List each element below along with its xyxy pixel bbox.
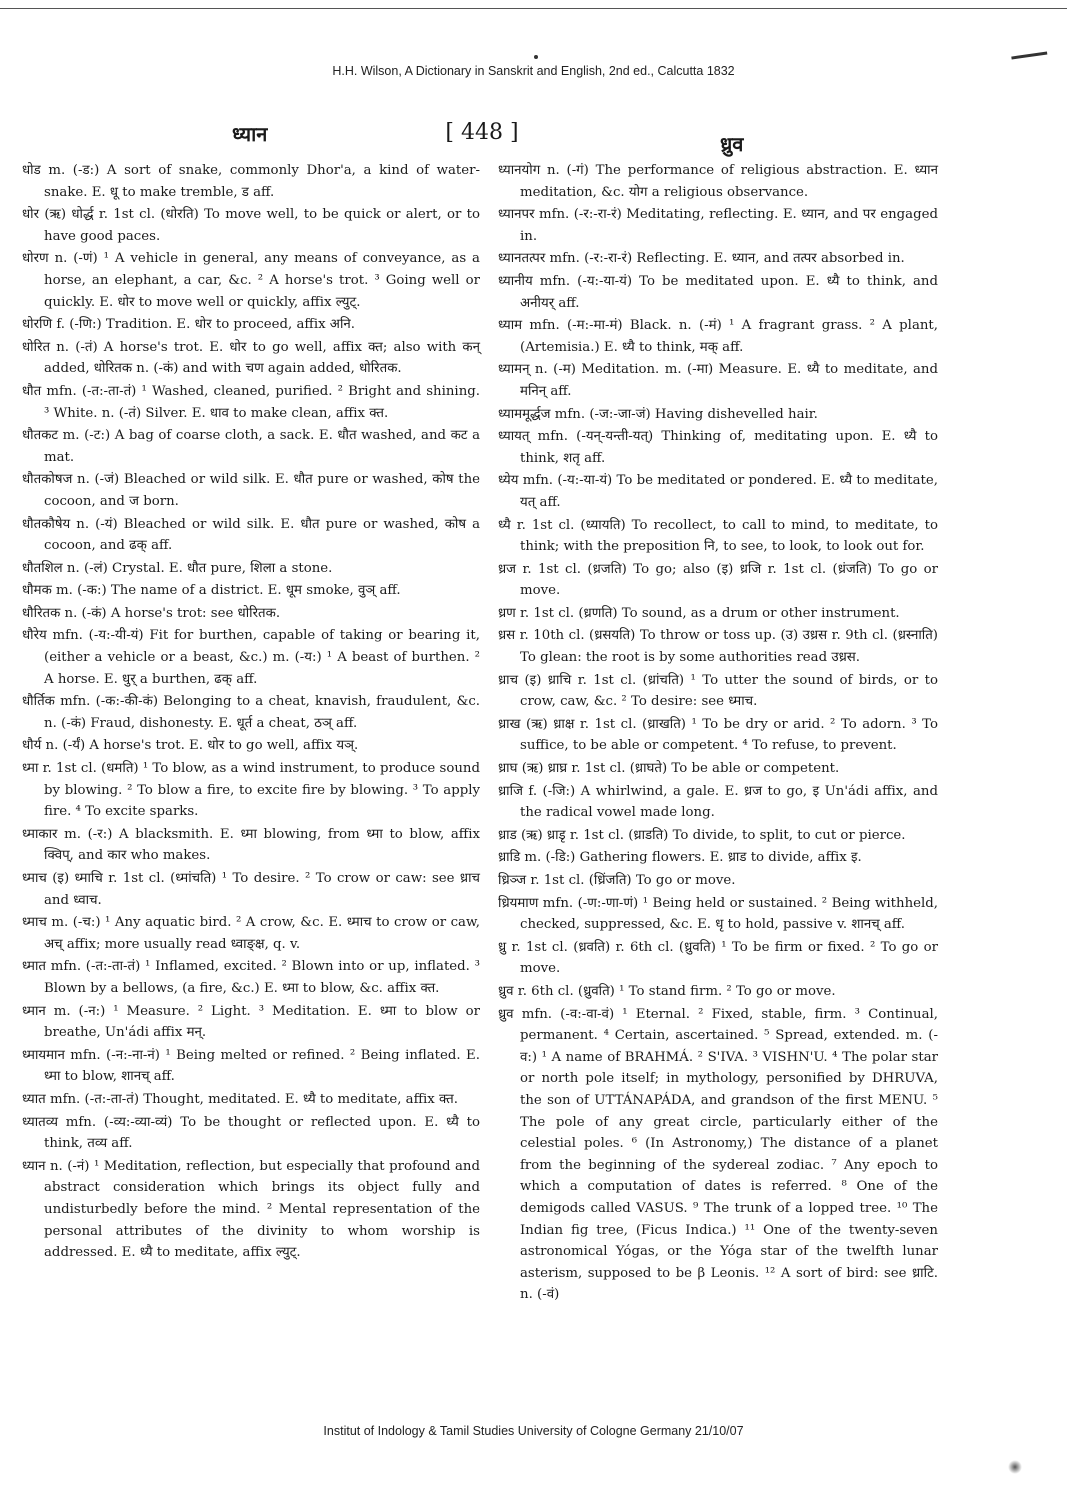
dictionary-entry: ध्यानतत्पर mfn. (-र:-रा-रं) Reflecting. E. ध्यान, and तत्पर absorbed in.	[498, 251, 905, 267]
dictionary-entry: ध्राच (इ) ध्राचि r. 1st cl. (ध्रांचति) ¹ To utter the sound of birds, or to crow, caw, &c. ² To desire: see ध्माच.	[498, 672, 938, 710]
dictionary-entry: धौतशिल n. (-लं) Crystal. E. धौत pure, शिला a stone.	[22, 560, 333, 576]
dictionary-entry: ध्माकार m. (-र:) A blacksmith. E. ध्मा blowing, from ध्मा to blow, affix क्विप्, and कार who makes.	[22, 826, 480, 864]
dictionary-entry: ध्येय mfn. (-य:-या-यं) To be meditated or pondered. E. ध्यै to meditate, यत् aff.	[498, 473, 938, 510]
top-rule	[0, 8, 1067, 9]
dictionary-entry: ध्राघ (ऋ) ध्राघ्र r. 1st cl. (ध्राघते) To be able or competent.	[498, 761, 840, 777]
source-header: H.H. Wilson, A Dictionary in Sanskrit and English, 2nd ed., Calcutta 1832	[332, 64, 735, 78]
dictionary-entry: ध्रुव r. 6th cl. (ध्रुवति) ¹ To stand firm. ² To go or move.	[498, 983, 836, 999]
dictionary-entry: धोरण n. (-णं) ¹ A vehicle in general, any means of conveyance, as a horse, an elephant, a car, &c. ² A horse's trot. ³ Going well or quickly. E. धोर to move well or quickly, affix ल्युट्.	[22, 251, 480, 310]
running-head-right: ध्रुव	[720, 132, 744, 156]
dictionary-entry: ध्याम mfn. (-म:-मा-मं) Black. n. (-मं) ¹ A fragrant grass. ² A plant, (Artemisia.) E. ध्यै to think, मक् aff.	[498, 318, 938, 355]
dictionary-entry: ध्रुव mfn. (-व:-वा-वं) ¹ Eternal. ² Fixed, stable, firm. ³ Continual, permanent. ⁴ Certain, ascertained. ⁵ Spread, extended. m. (-व:) ¹ A name of BRAHMÁ. ² S'IVA. ³ VISHN'U. ⁴ The polar star or north pole itself; in mythology, personified by DHRUVA, the son of UTTÁNAPÁDA, and grandson of the first MENU. ⁵ The pole of any great circle, particularly either of the celestial poles. ⁶ (In Astronomy,) The distance of a planet from the beginning of the sydereal zodiac. ⁷ Any epoch to which a computation of dates is referred. ⁸ One of the demigods called VASUS. ⁹ The trunk of a lopped tree. ¹⁰ The Indian fig tree, (Ficus Indica.) ¹¹ One of the twenty-seven astronomical Yógas, or the Yóga star of the twelfth lunar asterism, supposed to be β Leonis. ¹² A sort of bird: see ध्राटि. n. (-वं)	[498, 1006, 938, 1303]
page-number: [ 448 ]	[445, 120, 519, 145]
dictionary-entry: ध्यामन् n. (-म) Meditation. m. (-मा) Measure. E. ध्यै to meditate, and मनिन् aff.	[498, 362, 938, 399]
running-head-left: ध्यान	[232, 122, 268, 146]
dictionary-entry: धोड m. (-ड:) A sort of snake, commonly Dhor'a, a kind of water-snake. E. धू to make tremble, ड aff.	[22, 163, 480, 200]
dictionary-entry: ध्राख (ऋ) ध्राक्ष r. 1st cl. (ध्राखति) ¹ To be dry or arid. ² To adorn. ³ To suffice, to be able or competent. ⁴ To refuse, to prevent.	[498, 716, 938, 754]
dictionary-entry: ध्मात mfn. (-त:-ता-तं) ¹ Inflamed, excited. ² Blown into or up, inflated. ³ Blown by a bellows, (a fire, &c.) E. ध्मा to blow, &c. affix क्त.	[22, 959, 480, 996]
dictionary-entry: धौरेय mfn. (-य:-यी-यं) Fit for burthen, capable of taking or bearing it, (either a vehicle or a beast, &c.) m. (-य:) ¹ A beast of burthen. ² A horse. E. धुर् a burthen, ढक् aff.	[22, 628, 480, 687]
dictionary-entry: ध्रस r. 10th cl. (ध्रसयति) To throw or toss up. (उ) उध्रस r. 9th cl. (ध्रस्नाति) To glean: the root is by some authorities read उध्रस.	[498, 628, 938, 666]
dictionary-entry: धोरित n. (-तं) A horse's trot. E. धोर to go well, affix क्त; also with कन् added, धोरितक n. (-कं) and with चण again added, धोरितक.	[22, 339, 480, 377]
dictionary-entry: ध्रिञ्ज r. 1st cl. (ध्रिंजति) To go or move.	[498, 873, 736, 888]
dictionary-entry: ध्माच m. (-च:) ¹ Any aquatic bird. ² A crow, &c. E. ध्माच to crow or caw, अच् affix; more usually read ध्वाङ्क्ष, q. v.	[22, 915, 480, 952]
dictionary-entry: ध्याममूर्द्धज mfn. (-ज:-जा-जं) Having dishevelled hair.	[498, 406, 818, 422]
scan-smudge	[1008, 1460, 1022, 1474]
dictionary-entry: ध्मायमान mfn. (-न:-ना-नं) ¹ Being melted or refined. ² Being inflated. E. ध्मा to blow, शानच् aff.	[22, 1047, 480, 1085]
dictionary-entry: धौतकोषज n. (-जं) Bleached or wild silk. E. धौत pure or washed, कोष the cocoon, and ज born.	[22, 472, 480, 509]
dictionary-entry: ध्यै r. 1st cl. (ध्यायति) To recollect, to call to mind, to meditate, to think; with the preposition नि, to see, to look, to look out for.	[498, 517, 938, 555]
dictionary-entry: धोर (ऋ) धोर्द्ध r. 1st cl. (धोरति) To move well, to be quick or alert, or to have good paces.	[22, 207, 480, 244]
dictionary-entry: ध्राड (ऋ) ध्राडृ r. 1st cl. (ध्राडति) To divide, to split, to cut or pierce.	[498, 827, 906, 843]
right-column	[498, 160, 938, 1307]
dictionary-entry: धौर्तिक mfn. (-क:-की-कं) Belonging to a cheat, knavish, fraudulent, &c. n. (-कं) Fraud, dishonesty. E. धूर्त a cheat, ठञ् aff.	[22, 694, 480, 731]
dictionary-entry: धौमक m. (-क:) The name of a district. E. धूम smoke, वुञ् aff.	[22, 583, 401, 599]
source-footer: Institut of Indology & Tamil Studies University of Cologne Germany 21/10/07	[323, 1424, 744, 1438]
dictionary-entry: ध्रज r. 1st cl. (ध्रजति) To go; also (इ) ध्रजि r. 1st cl. (ध्रंजति) To go or move.	[498, 561, 938, 599]
dictionary-entry: धौर्य n. (-र्यं) A horse's trot. E. धोर to go well, affix यञ्.	[22, 738, 359, 754]
dictionary-entry: धौतकौषेय n. (-यं) Bleached or wild silk. E. धौत pure or washed, कोष a cocoon, and ढक् aff.	[22, 516, 480, 554]
dictionary-entry: धौत mfn. (-त:-ता-तं) ¹ Washed, cleaned, purified. ² Bright and shining. ³ White. n. (-तं) Silver. E. धाव to make clean, affix क्त.	[22, 383, 480, 421]
dictionary-entry: धौरितक n. (-कं) A horse's trot: see धोरितक.	[22, 605, 281, 621]
dictionary-entry: ध्मा r. 1st cl. (धमति) ¹ To blow, as a wind instrument, to produce sound by blowing. ² To blow a fire, to excite fire by blowing. ³ To apply fire. ⁴ To excite sparks.	[22, 761, 480, 820]
dictionary-entry: ध्यातव्य mfn. (-व्य:-व्या-व्यं) To be thought or reflected upon. E. ध्यै to think, तव्य aff.	[22, 1114, 480, 1152]
dictionary-entry: ध्यायत् mfn. (-यन्-यन्ती-यत्) Thinking of, meditating upon. E. ध्यै to think, शतृ aff.	[498, 429, 938, 466]
left-column	[22, 160, 480, 1265]
dictionary-entry: ध्यानीय mfn. (-य:-या-यं) To be meditated upon. E. ध्यै to think, and अनीयर् aff.	[498, 273, 938, 311]
dictionary-entry: ध्यान n. (-नं) ¹ Meditation, reflection, but especially that profound and abstract consideration which brings its object fully and undisturbedly before the mind. ² Mental representation of the personal attributes of the divinity to whom worship is addressed. E. ध्यै to meditate, affix ल्युट्.	[22, 1158, 480, 1261]
dictionary-entry: ध्यात mfn. (-त:-ता-तं) Thought, meditated. E. ध्यै to meditate, affix क्त.	[22, 1091, 458, 1107]
dictionary-entry: ध्यानपर mfn. (-र:-रा-रं) Meditating, reflecting. E. ध्यान, and पर engaged in.	[498, 207, 938, 244]
dictionary-entry: ध्रण r. 1st cl. (ध्रणति) To sound, as a drum or other instrument.	[498, 605, 900, 621]
dictionary-entry: ध्यानयोग n. (-गं) The performance of religious abstraction. E. ध्यान meditation, &c. योग a religious observance.	[498, 163, 938, 200]
dictionary-entry: ध्रु r. 1st cl. (ध्रवति) r. 6th cl. (ध्रुवति) ¹ To be firm or fixed. ² To go or move.	[498, 939, 938, 977]
dictionary-entry: ध्राजि f. (-जि:) A whirlwind, a gale. E. ध्रज to go, इ Un'ádi affix, and the radical vowel made long.	[498, 783, 938, 821]
scan-dot	[534, 55, 538, 59]
dictionary-entry: धोरणि f. (-णि:) Tradition. E. धोर to proceed, affix अनि.	[22, 317, 356, 333]
dictionary-entry: ध्रियमाण mfn. (-ण:-णा-णं) ¹ Being held or sustained. ² Being withheld, checked, suppressed, &c. E. धृ to hold, passive v. शानच् aff.	[498, 895, 938, 933]
dictionary-entry: ध्राडि m. (-डि:) Gathering flowers. E. ध्राड to divide, affix इ.	[498, 850, 862, 866]
dictionary-entry: ध्मान m. (-न:) ¹ Measure. ² Light. ³ Meditation. E. ध्मा to blow or breathe, Un'ádi affix मन्.	[22, 1003, 480, 1041]
dictionary-entry: धौतकट m. (-ट:) A bag of coarse cloth, a sack. E. धौत washed, and कट a mat.	[22, 428, 480, 465]
dictionary-entry: ध्माच (इ) ध्माचि r. 1st cl. (ध्मांचति) ¹ To desire. ² To crow or caw: see ध्राच and ध्वाच.	[22, 871, 480, 908]
